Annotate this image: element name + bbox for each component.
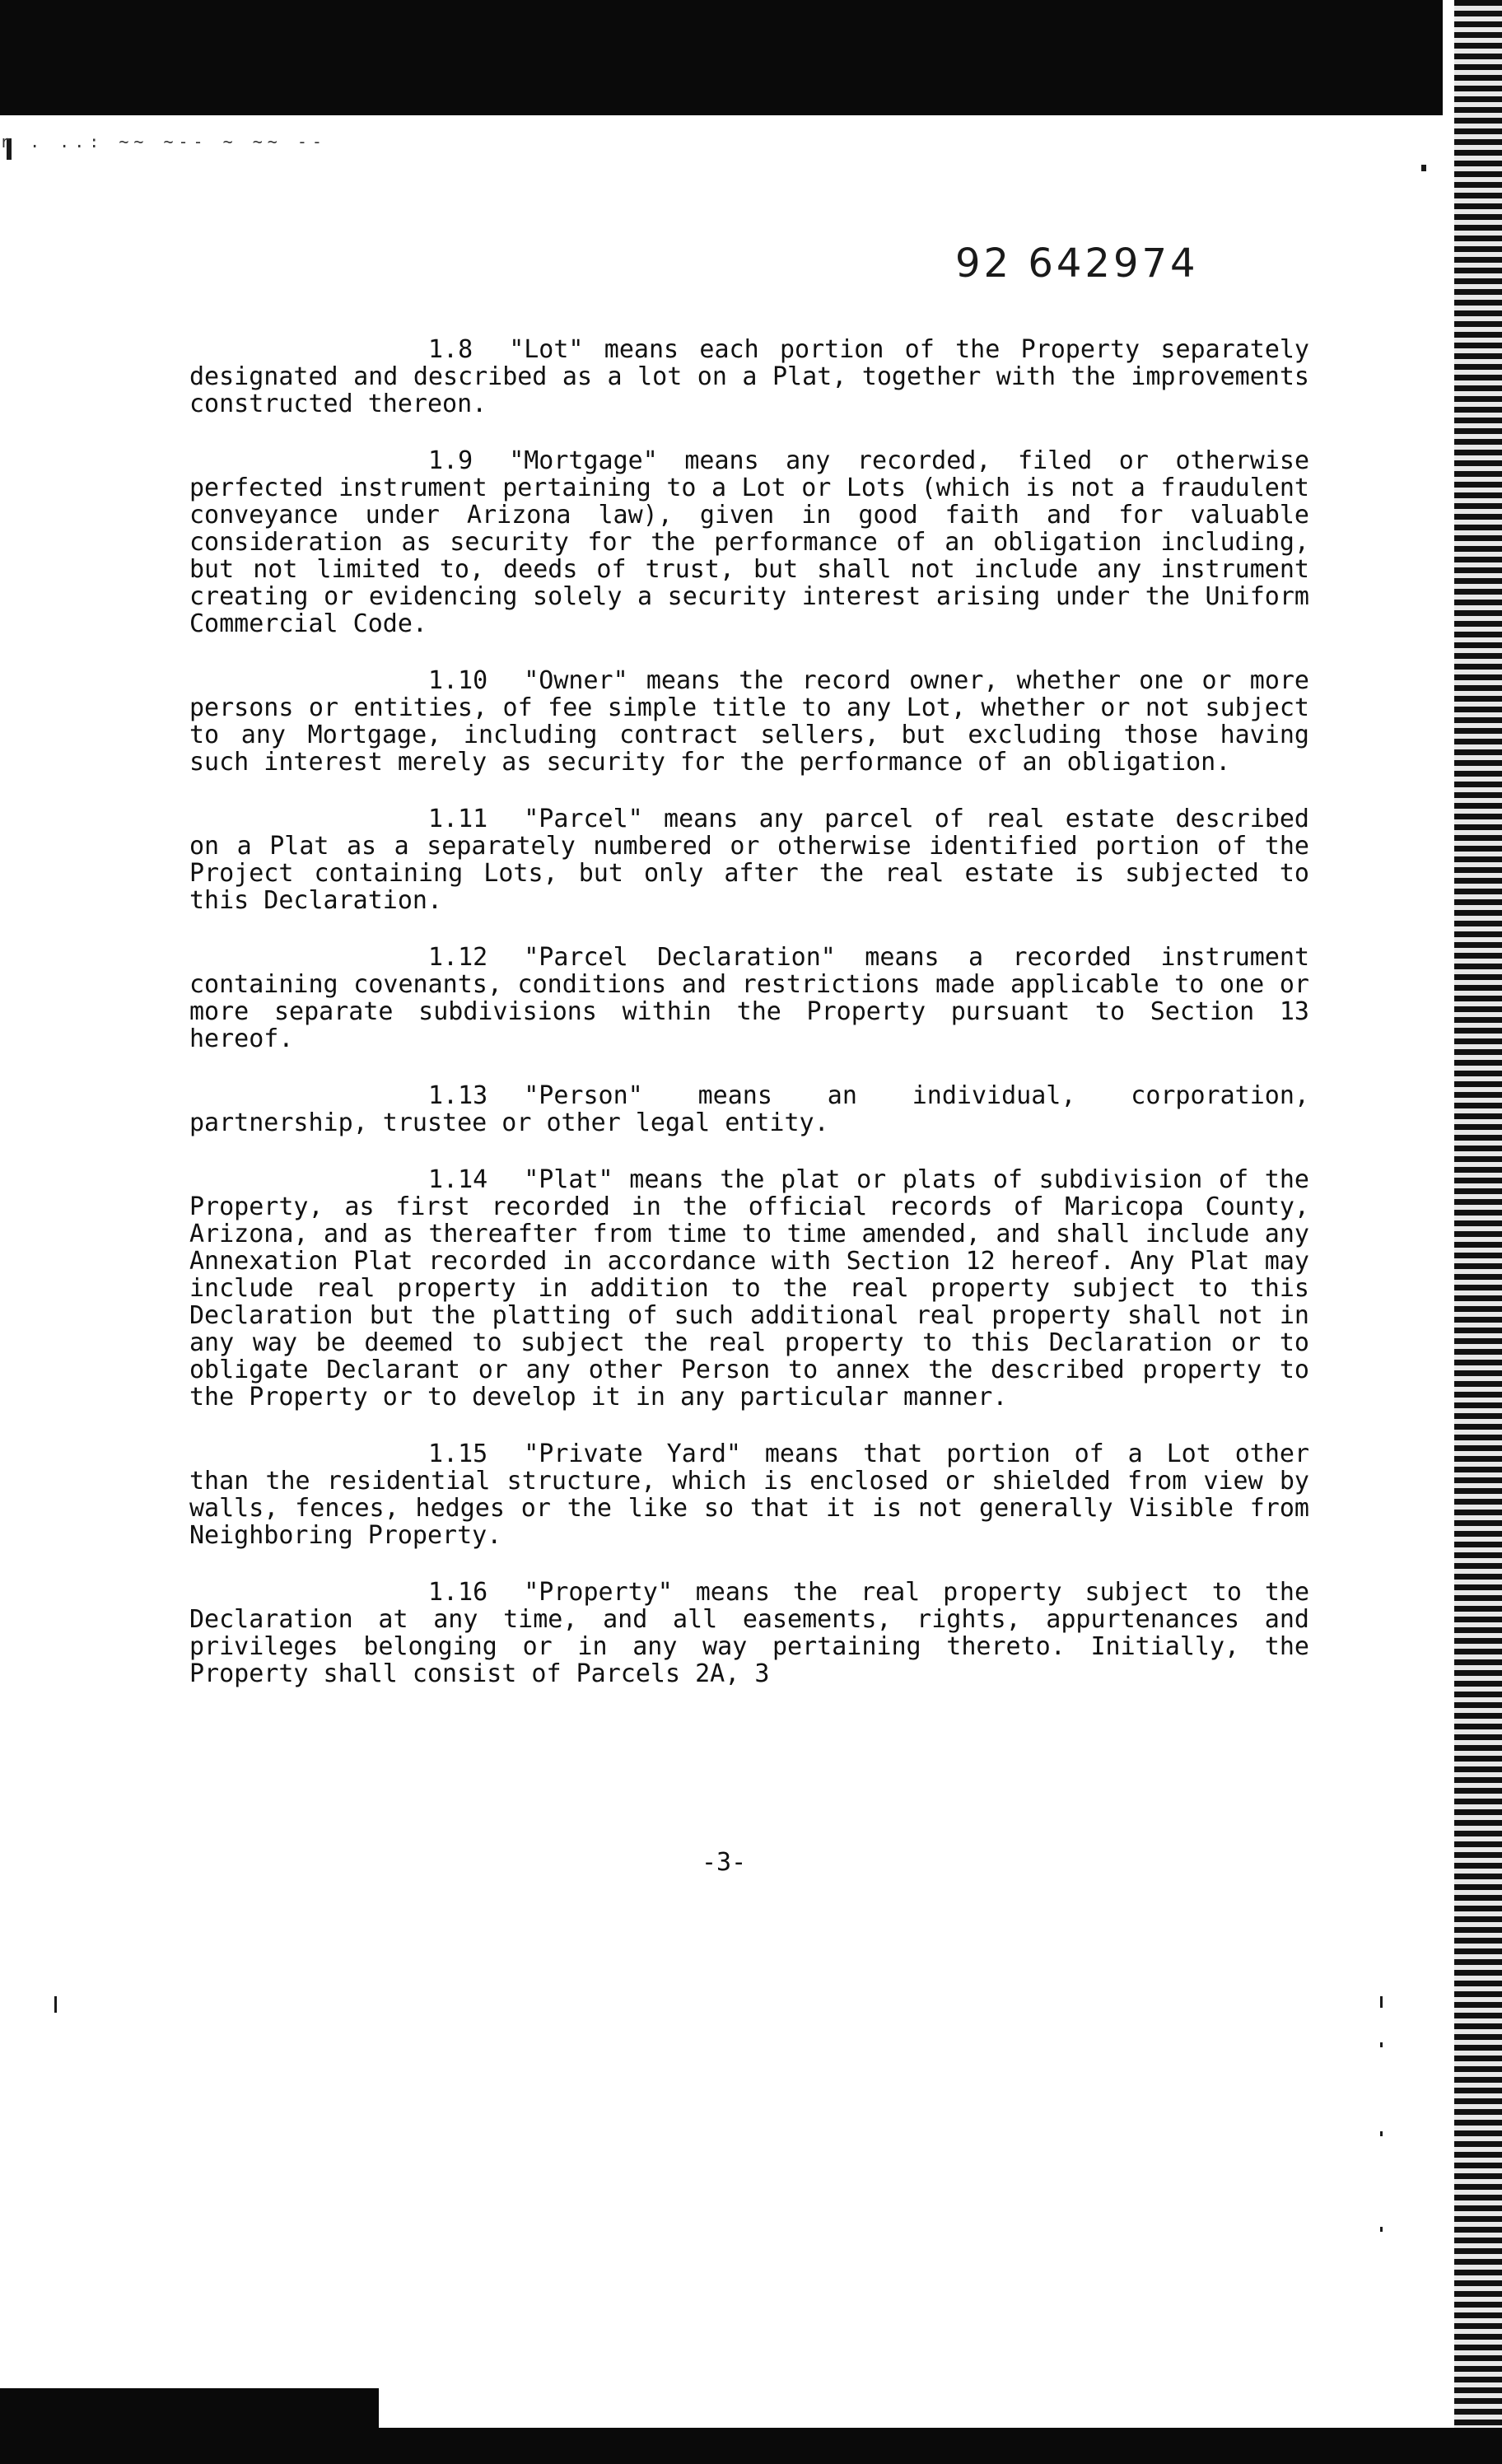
section-number: 1.16 <box>428 1578 488 1607</box>
scan-top-border <box>0 0 1502 115</box>
definition-1-13 <box>189 1082 1309 1136</box>
scan-header-marks: r . ..: ~~ ~-- ~ ~~ -- <box>0 132 327 152</box>
section-number: 1.12 <box>428 943 488 972</box>
definition-1-11 <box>189 805 1309 914</box>
scan-right-margin <box>1443 0 1454 2464</box>
scan-speck <box>54 1996 57 2013</box>
section-number: 1.14 <box>428 1165 488 1194</box>
scan-bottom-left-border <box>0 2388 379 2464</box>
section-text: "Private Yard" means that portion of a Lot other than the residential structure, which is enclosed or shielded from view by walls, fences, hedges or the like so that it is not generally Visible from Neighboring Property. <box>189 1440 1309 1550</box>
definition-1-8 <box>189 336 1309 418</box>
document-body <box>189 336 1309 1717</box>
section-number: 1.13 <box>428 1081 488 1110</box>
section-text: "Owner" means the record owner, whether one or more persons or entities, of fee simple title to any Lot, whether or not subject to any Mortgage, including contract sellers, but excluding those having such interest merely as security for the performance of an obligation. <box>189 666 1309 777</box>
section-text: "Parcel" means any parcel of real estate described on a Plat as a separately numbered or otherwise identified portion of the Project containing Lots, but only after the real estate is subjected to this Declaration. <box>189 805 1309 915</box>
definition-1-15 <box>189 1440 1309 1549</box>
definition-1-14 <box>189 1166 1309 1411</box>
section-text: "Parcel Declaration" means a recorded instrument containing covenants, conditions and restrictions made applicable to one or more separate subdivisions within the Property pursuant to Section 13 hereof. <box>189 943 1309 1053</box>
section-text: "Lot" means each portion of the Property separately designated and described as a lot on a Plat, together with the improvements constructed thereon. <box>189 335 1309 418</box>
section-text: "Property" means the real property subject to the Declaration at any time, and all easements, rights, appurtenances and privileges belonging or in any way pertaining thereto. Initially, the Property shall consist of Parcels 2A, 3 <box>189 1578 1309 1688</box>
definition-1-10 <box>189 667 1309 776</box>
definition-1-12 <box>189 944 1309 1052</box>
section-text: "Mortgage" means any recorded, filed or otherwise perfected instrument pertaining to a Lot or Lots (which is not a fraudulent conveyance under Arizona law), given in good faith and for valuable consideration as security for the performance of an obligation including, but not limited to, deeds of trust, but shall not include any instrument creating or evidencing solely a security interest arising under the Uniform Commercial Code. <box>189 446 1309 638</box>
document-number: 92 642974 <box>955 240 1199 287</box>
scan-speck <box>1380 2227 1383 2232</box>
section-text: "Plat" means the plat or plats of subdivision of the Property, as first recorded in the official records of Maricopa County, Arizona, and as thereafter from time to time amended, and shall include any Annexation Plat recorded in accordance with Section 12 hereof. Any Plat may include real property in addition to the real property subject to this Declaration but the platting of such additional real property shall not in any way be deemed to subject the real property to this Declaration or to obligate Declarant or any other Person to annex the described property to the Property or to develop it in any particular manner. <box>189 1165 1309 1412</box>
section-number: 1.11 <box>428 805 488 833</box>
section-number: 1.10 <box>428 666 488 695</box>
section-text: "Person" means an individual, corporation, partnership, trustee or other legal entity. <box>189 1081 1309 1137</box>
section-number: 1.8 <box>428 335 473 364</box>
section-number: 1.15 <box>428 1440 488 1468</box>
scan-speck <box>1380 1996 1383 2008</box>
scan-speck <box>1380 2131 1383 2136</box>
scan-speck <box>1421 165 1426 171</box>
definition-1-9 <box>189 447 1309 637</box>
definition-1-16 <box>189 1579 1309 1687</box>
scan-speck <box>1380 2042 1383 2047</box>
page-number: -3- <box>702 1848 747 1877</box>
scan-edge-strip <box>1454 0 1502 2464</box>
section-number: 1.9 <box>428 446 473 475</box>
